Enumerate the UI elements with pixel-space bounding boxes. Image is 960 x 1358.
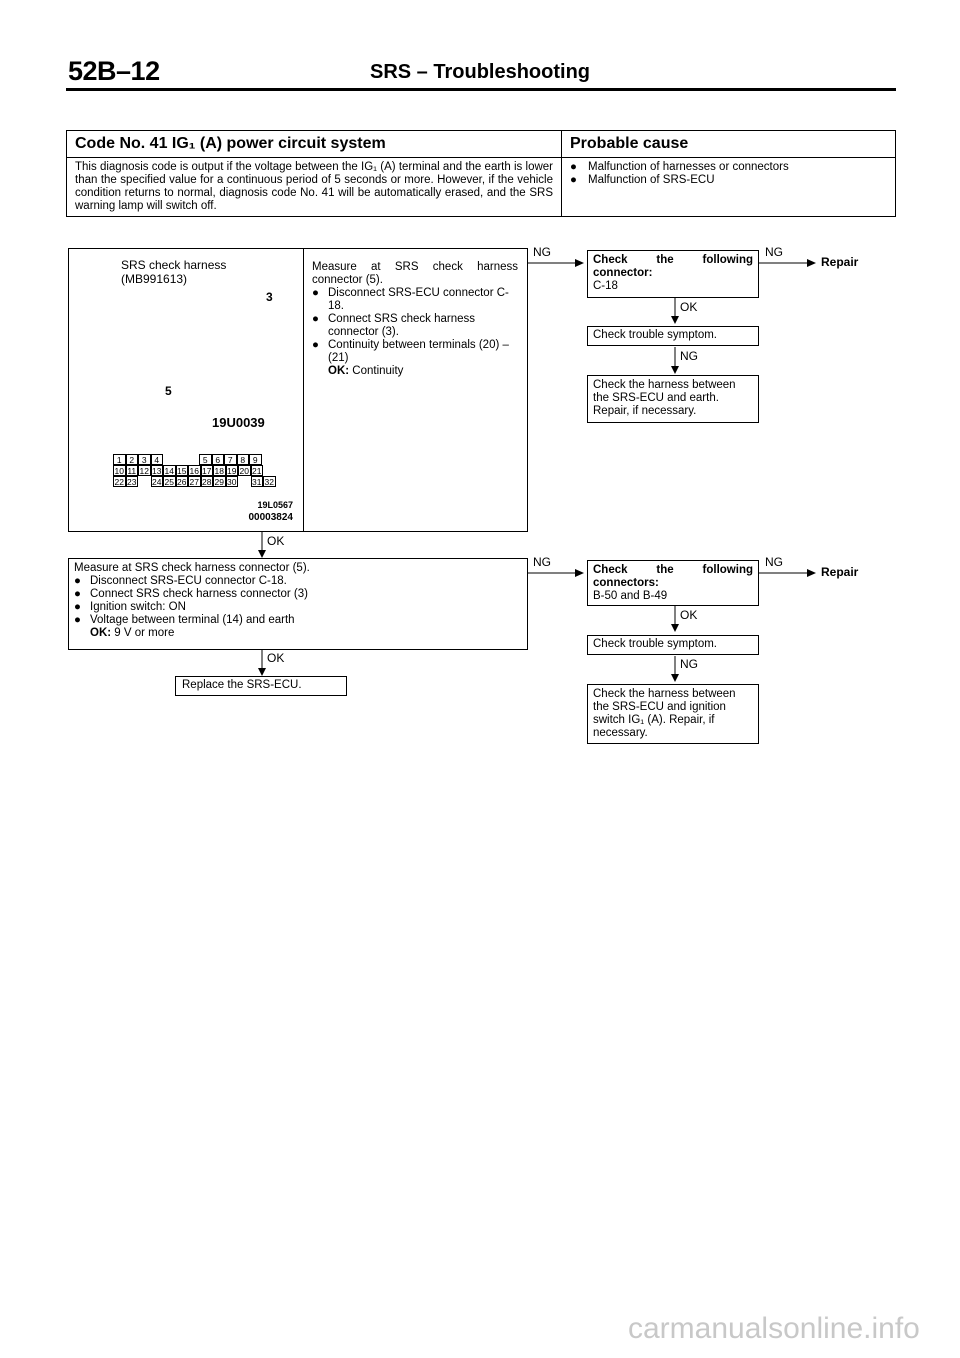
ok-condition: OK: Continuity bbox=[328, 365, 404, 377]
pin-cell: 20 bbox=[239, 466, 249, 476]
pin-cell: 31 bbox=[252, 477, 262, 487]
instruction-title: Measure at SRS check harness connector (5). bbox=[312, 261, 518, 286]
pin-cell: 5 bbox=[199, 454, 212, 465]
pin-cell: 15 bbox=[177, 466, 187, 476]
pin-cell: 14 bbox=[164, 466, 174, 476]
ng-label: NG bbox=[765, 245, 783, 259]
ng-label: NG bbox=[765, 555, 783, 569]
instruction-step: ● Continuity between terminals (20) – (21) bbox=[312, 339, 509, 364]
step1-divider bbox=[303, 249, 304, 531]
pin-cell: 19 bbox=[227, 466, 237, 476]
pin-cell: 21 bbox=[252, 466, 262, 476]
step2-panel bbox=[68, 558, 528, 650]
ok-label: OK bbox=[680, 300, 698, 314]
pin-cell: 12 bbox=[139, 466, 149, 476]
cause-item: ● Malfunction of harnesses or connectors bbox=[570, 161, 789, 173]
instruction-title: Measure at SRS check harness connector (5). bbox=[74, 562, 310, 574]
pin-row bbox=[113, 454, 276, 465]
pin-cell: 23 bbox=[127, 477, 137, 487]
pin-cell: 28 bbox=[202, 477, 212, 487]
page-number: 52B–12 bbox=[68, 56, 160, 86]
ok-label: OK bbox=[680, 608, 698, 622]
pin-cell: 6 bbox=[212, 454, 225, 465]
ok-condition: OK: 9 V or more bbox=[90, 627, 175, 639]
callout-3: 3 bbox=[266, 290, 273, 304]
pin-row bbox=[113, 476, 276, 487]
watermark: carmanualsonline.info bbox=[628, 1312, 920, 1345]
code-description: This diagnosis code is output if the voltage between the IG₁ (A) terminal and the earth is lower than the specified value for a continuous period of 5 seconds or more. However, if the vehicle condition returns to normal, diagnosis code No. 41 will be automatically erased, and the SRS warning lamp will switch off. bbox=[75, 161, 553, 212]
repair-label: Repair bbox=[821, 255, 859, 269]
pin-cell bbox=[163, 454, 199, 465]
step1-panel bbox=[68, 248, 528, 532]
replace-ecu-box: Replace the SRS-ECU. bbox=[175, 676, 347, 696]
figure-code: 19L0567 bbox=[257, 500, 293, 510]
figure-code: 19U0039 bbox=[212, 415, 265, 430]
pin-cell: 30 bbox=[227, 477, 237, 487]
instruction-step: ● Connect SRS check harness connector (3). bbox=[312, 313, 476, 338]
pin-cell: 10 bbox=[114, 466, 124, 476]
pin-row bbox=[113, 465, 276, 476]
ok-label: OK bbox=[267, 534, 285, 548]
callout-5: 5 bbox=[165, 384, 172, 398]
pin-cell: 2 bbox=[126, 454, 139, 465]
pin-cell bbox=[238, 476, 251, 487]
pin-cell: 25 bbox=[164, 477, 174, 487]
pin-cell: 32 bbox=[264, 477, 274, 487]
pin-cell: 4 bbox=[151, 454, 164, 465]
ng-label: NG bbox=[533, 245, 551, 259]
instruction-step: ● Connect SRS check harness connector (3) bbox=[74, 588, 308, 600]
step1-instructions bbox=[312, 261, 518, 378]
instruction-step: ● Disconnect SRS-ECU connector C-18. bbox=[312, 287, 509, 312]
repair-label: Repair bbox=[821, 565, 859, 579]
ng-label: NG bbox=[680, 349, 698, 363]
branch1-harness-box: Check the harness between the SRS-ECU and earth. Repair, if necessary. bbox=[587, 375, 759, 423]
page-title: SRS – Troubleshooting bbox=[370, 61, 591, 83]
pin-cell: 7 bbox=[224, 454, 237, 465]
pin-cell: 11 bbox=[127, 466, 137, 476]
ng-label: NG bbox=[680, 657, 698, 671]
pin-cell: 27 bbox=[189, 477, 199, 487]
instruction-step: ● Voltage between terminal (14) and earth bbox=[74, 614, 295, 626]
code-heading: Code No. 41 IG₁ (A) power circuit system bbox=[67, 131, 562, 158]
harness-label: SRS check harness (MB991613) bbox=[121, 258, 227, 286]
pin-cell: 3 bbox=[138, 454, 151, 465]
pin-cell: 17 bbox=[202, 466, 212, 476]
ng-label: NG bbox=[533, 555, 551, 569]
pin-cell: 16 bbox=[189, 466, 199, 476]
pin-cell: 9 bbox=[249, 454, 262, 465]
pin-cell: 24 bbox=[152, 477, 162, 487]
pin-cell: 26 bbox=[177, 477, 187, 487]
pin-cell: 22 bbox=[114, 477, 124, 487]
branch1-symptom-box: Check trouble symptom. bbox=[587, 326, 759, 346]
pin-cell: 29 bbox=[214, 477, 224, 487]
branch2-harness-box: Check the harness between the SRS-ECU and ignition switch IG₁ (A). Repair, if necessary. bbox=[587, 684, 759, 744]
branch1-check-box: Check the following connector: C-18 bbox=[587, 250, 759, 298]
ok-label: OK bbox=[267, 651, 285, 665]
branch2-check-box: Check the following connectors: B-50 and B-49 bbox=[587, 560, 759, 606]
branch2-symptom-box: Check trouble symptom. bbox=[587, 635, 759, 655]
cause-item: ● Malfunction of SRS-ECU bbox=[570, 174, 715, 186]
figure-code: 00003824 bbox=[248, 512, 293, 523]
pin-cell bbox=[138, 476, 151, 487]
probable-cause-heading: Probable cause bbox=[562, 131, 896, 158]
pin-cell: 8 bbox=[237, 454, 250, 465]
pin-cell: 1 bbox=[113, 454, 126, 465]
pin-cell: 13 bbox=[152, 466, 162, 476]
instruction-step: ● Disconnect SRS-ECU connector C-18. bbox=[74, 575, 287, 587]
connector-pin-grid bbox=[113, 454, 276, 487]
pin-cell: 18 bbox=[214, 466, 224, 476]
instruction-step: ● Ignition switch: ON bbox=[74, 601, 186, 613]
